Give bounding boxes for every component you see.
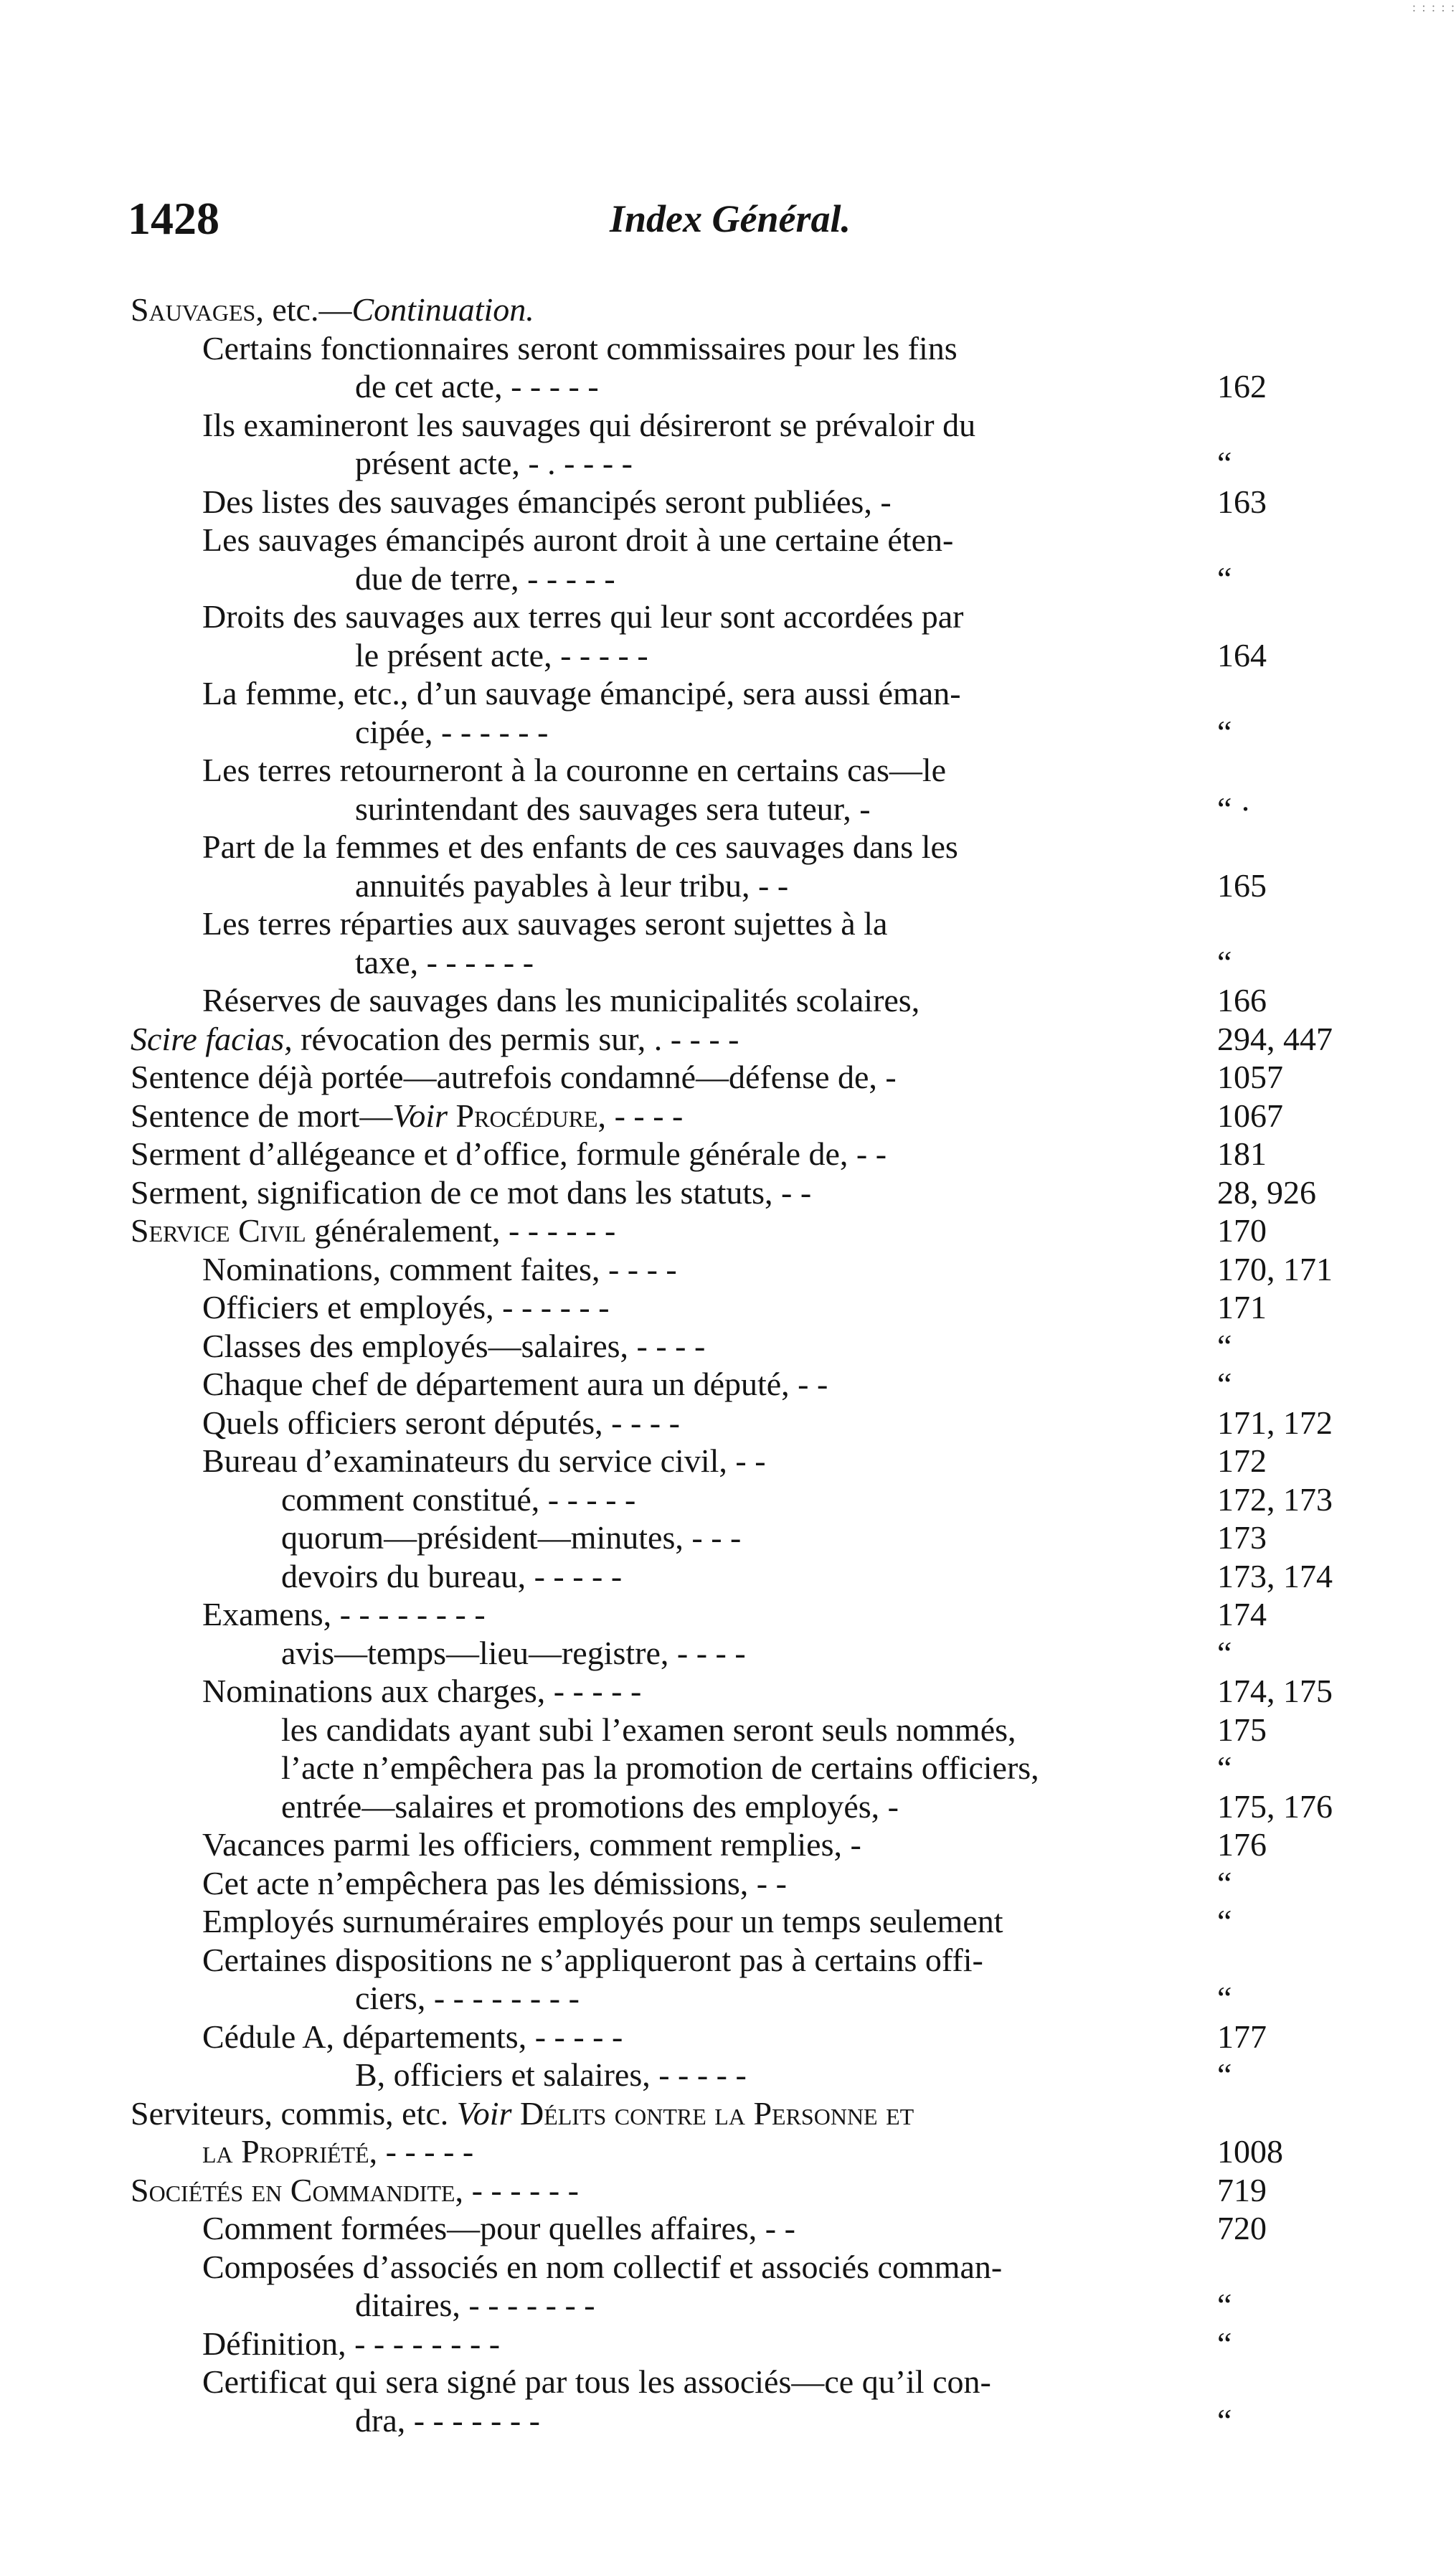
entry-text-part: ditaires, - - - - - - -	[355, 2287, 595, 2323]
entry-text	[355, 2056, 747, 2094]
entry-text	[202, 1902, 1003, 1941]
entry-text	[202, 483, 892, 521]
entry-text-part: Certificat qui sera signé par tous les associés—ce qu’il con-	[202, 2363, 991, 2400]
entry-text-part: généralement, - - - - - -	[306, 1212, 616, 1249]
entry-text	[202, 1864, 787, 1903]
index-entry	[131, 597, 1364, 636]
index-entry	[131, 2286, 1364, 2325]
entry-text	[355, 866, 788, 905]
entry-text	[281, 1787, 899, 1826]
entry-text	[355, 2401, 540, 2440]
entry-text-part: Quels officiers seront députés, - - - -	[202, 1404, 680, 1441]
entry-text-part: Certains fonctionnaires seront commissaires pour les fins	[202, 329, 958, 367]
entry-text-part: Les terres réparties aux sauvages seront sujettes à la	[202, 905, 888, 942]
index-entry	[131, 406, 1364, 445]
index-entry	[131, 1211, 1364, 1250]
entry-text	[202, 981, 920, 1020]
page-reference: “	[1217, 713, 1232, 750]
entry-text-part: etc.—	[263, 291, 352, 328]
index-entry	[131, 1173, 1364, 1212]
entry-text	[202, 406, 975, 445]
entry-text-part: Voir	[456, 2094, 512, 2132]
page-reference: “	[1217, 445, 1232, 481]
page-reference: 164	[1217, 636, 1267, 673]
entry-text	[355, 943, 534, 982]
entry-text	[202, 1288, 610, 1327]
running-title: Index Général.	[610, 197, 851, 240]
index-entry	[131, 1365, 1364, 1404]
entry-text	[281, 1749, 1039, 1787]
page-reference: 173, 174	[1217, 1557, 1333, 1594]
index-entry	[131, 2248, 1364, 2287]
entry-text-part: B, officiers et salaires, - - - - -	[355, 2056, 747, 2093]
entry-text	[131, 1020, 739, 1059]
entry-text	[202, 2209, 795, 2248]
entry-text	[355, 367, 599, 406]
entry-text-part: Nominations aux charges, - - - - -	[202, 1673, 642, 1709]
entry-text-part: Sentence de mort—	[131, 1097, 393, 1134]
entry-text	[131, 1211, 615, 1250]
entry-text	[202, 2363, 991, 2401]
page-reference: 166	[1217, 982, 1267, 1018]
entry-text-part: due de terre, - - - - -	[355, 559, 615, 597]
entry-text-part: ciers, - - - - - - - -	[355, 1980, 580, 2016]
page-reference: 175	[1217, 1711, 1267, 1748]
entry-text	[202, 1365, 828, 1404]
entry-text-part: taxe, - - - - - -	[355, 943, 534, 980]
entry-text-part: Nominations, comment faites, - - - -	[202, 1250, 677, 1287]
entry-text-part: Certaines dispositions ne s’appliqueront pas à certains offi-	[202, 1941, 983, 1978]
index-entry	[131, 1672, 1364, 1711]
entry-text	[202, 521, 953, 559]
index-entry	[131, 2171, 1364, 2210]
entry-text-part: Procédure,	[455, 1097, 607, 1134]
entry-text-part: Officiers et employés, - - - - - -	[202, 1289, 610, 1325]
entry-text	[202, 904, 887, 943]
entry-text-part: Sauvages,	[131, 291, 264, 328]
entry-text-part: Sentence déjà portée—autrefois condamné—défense de, -	[131, 1059, 897, 1095]
entry-text	[202, 2132, 473, 2171]
index-entry	[131, 1097, 1364, 1135]
entry-text-part: présent acte, - . - - - -	[355, 445, 633, 481]
entry-text-part: - - - -	[606, 1097, 684, 1134]
entry-text	[131, 1135, 887, 1173]
entry-text-part: Les sauvages émancipés auront droit à une certaine éten-	[202, 521, 954, 558]
page-reference: “	[1217, 559, 1232, 597]
entry-text-part: Cet acte n’empêchera pas les démissions, - -	[202, 1864, 787, 1901]
index-entry	[131, 559, 1364, 598]
page-reference: 294, 447	[1217, 1020, 1333, 1057]
index-entry	[131, 1979, 1364, 2018]
entry-text-part: quorum—président—minutes, - - -	[281, 1519, 742, 1556]
page-reference: “	[1217, 1366, 1232, 1402]
index-entry	[131, 2401, 1364, 2440]
page-reference: “	[1217, 2401, 1232, 2439]
page-reference: 173	[1217, 1519, 1267, 1556]
entry-text-part: le présent acte, - - - - -	[355, 636, 648, 673]
page-reference: 28, 926	[1217, 1173, 1316, 1211]
entry-text-part: Serment d’allégeance et d’office, formule générale de, - -	[131, 1135, 887, 1172]
index-entry	[131, 904, 1364, 943]
page-reference: “	[1217, 1327, 1232, 1364]
entry-text-part: Sociétés en Commandite,	[131, 2171, 464, 2208]
entry-text	[202, 1250, 677, 1289]
page-reference: 162	[1217, 368, 1267, 405]
entry-text-part: devoirs du bureau, - - - - -	[281, 1557, 623, 1594]
page-reference: “	[1217, 1864, 1232, 1901]
index-entry	[131, 329, 1364, 368]
page-reference: 176	[1217, 1826, 1267, 1863]
index-entry	[131, 483, 1364, 521]
entry-text	[355, 713, 548, 752]
entry-text-part: Réserves de sauvages dans les municipalités scolaires,	[202, 982, 920, 1018]
entry-text-part: - - - - - -	[463, 2171, 579, 2208]
page-reference: “	[1217, 1749, 1232, 1786]
index-entry	[131, 828, 1364, 866]
entry-text-part: les candidats ayant subi l’examen seront seuls nommés,	[281, 1711, 1016, 1748]
entry-text-part: Composées d’associés en nom collectif et associés comman-	[202, 2248, 1003, 2285]
entry-text	[202, 1404, 680, 1442]
entry-text	[202, 1672, 641, 1711]
index-entry	[131, 751, 1364, 790]
index-entry	[131, 1595, 1364, 1634]
page-reference: 165	[1217, 866, 1267, 904]
entry-text-part: Voir	[392, 1097, 448, 1134]
entry-text-part: Droits des sauvages aux terres qui leur sont accordées par	[202, 598, 964, 635]
page-reference: “	[1217, 943, 1232, 980]
page-reference: “	[1217, 1980, 1232, 2016]
page-reference: “	[1217, 2287, 1232, 2323]
index-entry	[131, 1480, 1364, 1519]
entry-text	[355, 2286, 595, 2325]
index-entry	[131, 981, 1364, 1020]
page-reference: 1057	[1217, 1059, 1283, 1095]
index-entry	[131, 943, 1364, 982]
corner-ornament: : : : : :	[1412, 0, 1456, 14]
page-reference: “	[1217, 1903, 1232, 1939]
page-reference: 170, 171	[1217, 1250, 1333, 1287]
page-reference: 1067	[1217, 1097, 1283, 1134]
page-reference: 172, 173	[1217, 1480, 1333, 1518]
entry-text	[131, 1058, 897, 1097]
index-entry	[131, 713, 1364, 752]
entry-text	[202, 2018, 623, 2056]
entry-text	[202, 1442, 766, 1480]
index-entry	[131, 1902, 1364, 1941]
entry-text	[281, 1557, 622, 1596]
page-number: 1428	[128, 193, 219, 244]
entry-text-part: Bureau d’examinateurs du service civil, - -	[202, 1442, 766, 1479]
index-entry	[131, 290, 1364, 329]
entry-text-part: Définition, - - - - - - - -	[202, 2325, 501, 2362]
entry-text-part: Ils examineront les sauvages qui désireront se prévaloir du	[202, 406, 976, 443]
entry-text	[281, 1480, 635, 1519]
page-reference: “ ·	[1217, 790, 1252, 827]
entry-text-part: Délits contre la Personne et	[519, 2094, 914, 2132]
entry-text	[202, 329, 958, 368]
index-entry	[131, 1327, 1364, 1366]
index-entry	[131, 674, 1364, 713]
page-reference: 174	[1217, 1596, 1267, 1632]
page-reference: 181	[1217, 1135, 1267, 1172]
entry-text-part: Vacances parmi les officiers, comment remplies, -	[202, 1826, 861, 1863]
entry-text-part: La femme, etc., d’un sauvage émancipé, sera aussi éman-	[202, 675, 961, 712]
page-reference: 175, 176	[1217, 1787, 1333, 1825]
entry-text-part: surintendant des sauvages sera tuteur, -	[355, 790, 871, 827]
index-entry	[131, 1787, 1364, 1826]
page-reference: “	[1217, 2325, 1232, 2362]
entry-text	[131, 1097, 683, 1135]
entry-text-part: la Propriété,	[202, 2133, 378, 2170]
entry-text	[202, 597, 963, 636]
entry-text-part: Examens, - - - - - - - -	[202, 1596, 486, 1632]
entry-text	[355, 790, 871, 828]
entry-text-part	[448, 1097, 456, 1134]
entry-text	[131, 290, 534, 329]
entry-text-part: l’acte n’empêchera pas la promotion de certains officiers,	[281, 1749, 1039, 1786]
entry-text	[355, 444, 633, 483]
index-entry	[131, 2056, 1364, 2094]
index-entry	[131, 2209, 1364, 2248]
index-entry	[131, 1404, 1364, 1442]
entry-text-part: Les terres retourneront à la couronne en certains cas—le	[202, 752, 947, 788]
page-reference: “	[1217, 2056, 1232, 2093]
entry-text	[355, 559, 615, 598]
entry-text	[281, 1518, 741, 1557]
entry-text-part: annuités payables à leur tribu, - -	[355, 866, 789, 904]
entry-text	[202, 2325, 500, 2363]
page-reference: 720	[1217, 2210, 1267, 2246]
entry-text-part: Cédule A, départements, - - - - -	[202, 2018, 623, 2055]
entry-text	[355, 1979, 580, 2018]
entry-text-part: de cet acte, - - - - -	[355, 368, 599, 405]
page-reference: 174, 175	[1217, 1673, 1333, 1709]
index-entry	[131, 1941, 1364, 1980]
index-entry	[131, 2325, 1364, 2363]
entry-text-part: Part de la femmes et des enfants de ces sauvages dans les	[202, 828, 958, 865]
entry-text	[202, 828, 958, 866]
index-entry	[131, 866, 1364, 905]
index-entry	[131, 1020, 1364, 1059]
index-entry	[131, 1634, 1364, 1673]
entry-text-part: - - - - -	[377, 2133, 474, 2170]
entry-text	[202, 1941, 983, 1980]
page-reference: 171, 172	[1217, 1404, 1333, 1441]
entry-text-part: Service Civil	[131, 1212, 306, 1249]
index-entry	[131, 1250, 1364, 1289]
entry-text-part: Comment formées—pour quelles affaires, - -	[202, 2210, 795, 2246]
page-reference: 171	[1217, 1289, 1267, 1325]
entry-text-part: comment constitué, - - - - -	[281, 1480, 636, 1518]
page-reference: 172	[1217, 1442, 1267, 1479]
page-reference: “	[1217, 1634, 1232, 1671]
entry-text	[281, 1711, 1016, 1749]
page-reference: 177	[1217, 2018, 1267, 2055]
entry-text	[202, 1595, 486, 1634]
page-reference: 170	[1217, 1212, 1267, 1249]
entry-text-part: dra, - - - - - - -	[355, 2401, 540, 2439]
entry-text-part: avis—temps—lieu—registre, - - - -	[281, 1634, 746, 1671]
entry-text	[202, 2248, 1002, 2287]
index-entry	[131, 636, 1364, 675]
entry-text-part: Continuation.	[351, 291, 534, 328]
index-entry	[131, 1557, 1364, 1596]
entry-text-part: Employés surnuméraires employés pour un temps seulement	[202, 1903, 1003, 1939]
entry-text	[202, 1825, 861, 1864]
entry-text	[131, 2171, 579, 2210]
index-entry	[131, 790, 1364, 828]
index-entry	[131, 1442, 1364, 1480]
entry-text	[202, 674, 961, 713]
index-entry	[131, 1135, 1364, 1173]
index-entry	[131, 2018, 1364, 2056]
page-reference: 719	[1217, 2171, 1267, 2208]
index-entry	[131, 1864, 1364, 1903]
entry-text	[355, 636, 648, 675]
index-entry	[131, 2363, 1364, 2401]
index-entry	[131, 1711, 1364, 1749]
index-entry	[131, 1749, 1364, 1787]
index-entry	[131, 2094, 1364, 2133]
entry-text-part	[511, 2095, 520, 2132]
index-entry	[131, 1825, 1364, 1864]
entry-text-part: Chaque chef de département aura un député, - -	[202, 1366, 828, 1402]
index-entry	[131, 367, 1364, 406]
page-reference: 163	[1217, 483, 1267, 520]
page-header	[0, 192, 1456, 250]
entry-text-part: Des listes des sauvages émancipés seront publiées, -	[202, 483, 892, 520]
index-entry	[131, 1518, 1364, 1557]
entry-text-part: cipée, - - - - - -	[355, 713, 549, 750]
entry-text-part: Serment, signification de ce mot dans les statuts, - -	[131, 1173, 812, 1211]
entry-text	[131, 1173, 811, 1212]
entry-text-part: Classes des employés—salaires, - - - -	[202, 1327, 706, 1364]
index-entry	[131, 521, 1364, 559]
page-reference: 1008	[1217, 2133, 1283, 2170]
entry-text	[202, 1327, 705, 1366]
index-entry	[131, 2132, 1364, 2171]
index-entry	[131, 1288, 1364, 1327]
entry-text	[131, 2094, 914, 2133]
entry-text-part: révocation des permis sur, . - - - -	[292, 1020, 739, 1057]
entry-text-part: Scire facias,	[131, 1020, 293, 1057]
entry-text-part: entrée—salaires et promotions des employés, -	[281, 1787, 899, 1825]
entry-text	[281, 1634, 746, 1673]
entry-text	[202, 751, 946, 790]
index-list	[131, 290, 1364, 2439]
index-entry	[131, 444, 1364, 483]
entry-text-part: Serviteurs, commis, etc.	[131, 2094, 457, 2132]
index-entry	[131, 1058, 1364, 1097]
